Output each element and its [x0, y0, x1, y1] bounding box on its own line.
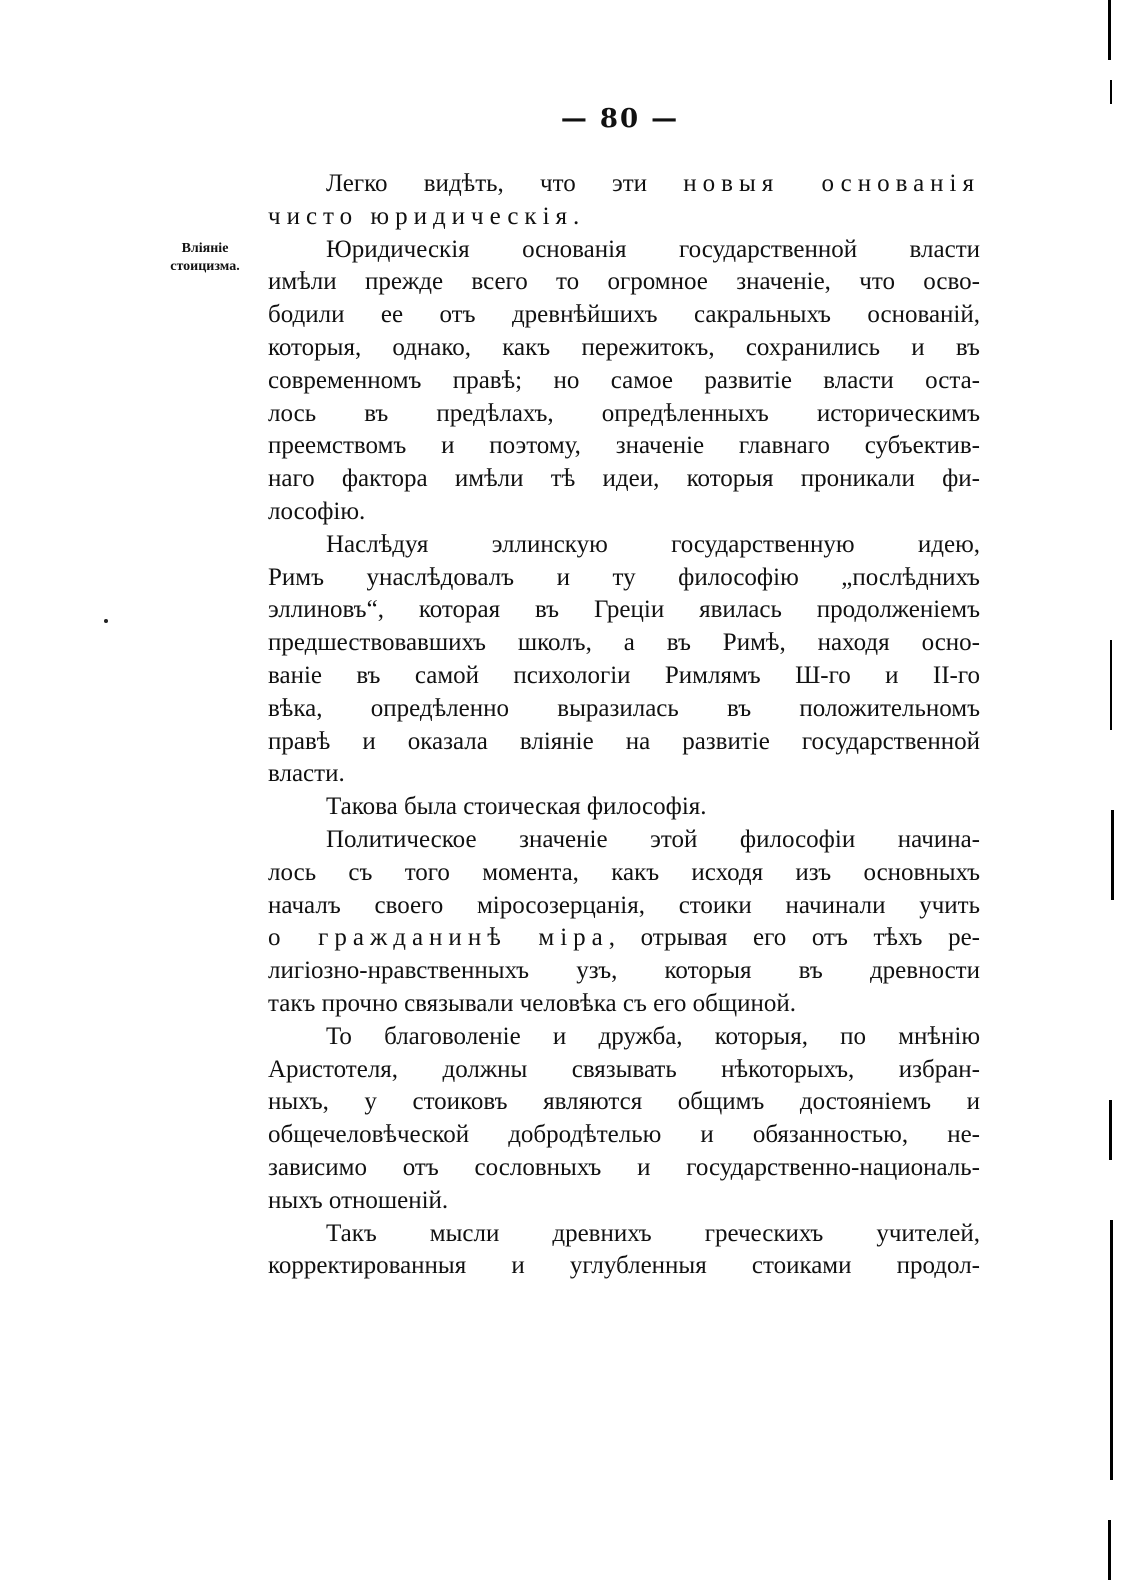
scan-edge-mark: [1110, 1220, 1113, 1480]
margin-note: [150, 240, 260, 276]
text-line: [268, 1152, 980, 1185]
text-segment: Аристотеля, должны связывать нѣкоторыхъ, избран-: [268, 1055, 980, 1083]
text-line: [268, 660, 980, 693]
stray-mark: [104, 619, 108, 623]
text-segment-spaced: чисто юридическія.: [268, 202, 586, 230]
text-segment: имѣли прежде всего то огромное значеніе, что осво-: [268, 268, 980, 296]
text-line: [268, 594, 980, 627]
text-segment: Римъ унаслѣдовалъ и ту философію „послѣднихъ: [268, 563, 980, 591]
text-segment: корректированныя и углубленныя стоиками продол-: [268, 1252, 980, 1280]
text-segment: вѣка, опредѣленно выразилась въ положительномъ: [268, 694, 980, 722]
text-segment: которыя, однако, какъ пережитокъ, сохранились и въ: [268, 333, 980, 361]
text-segment: общечеловѣческой добродѣтелью и обязанностью, не-: [268, 1121, 980, 1149]
text-segment: наго фактора имѣли тѣ идеи, которыя проникали фи-: [268, 465, 980, 493]
text-line: [268, 430, 980, 463]
text-segment: Такова была стоическая философія.: [326, 793, 707, 821]
text-segment: эллиновъ“, которая въ Греціи явилась продолженіемъ: [268, 596, 980, 624]
text-line: [268, 1021, 980, 1054]
text-segment: преемствомъ и поэтому, значеніе главнаго субъектив-: [268, 432, 980, 460]
text-line: [268, 857, 980, 890]
text-segment: началъ своего міросозерцанія, стоики начинали учить: [268, 891, 980, 919]
text-line: [268, 1086, 980, 1119]
text-segment: правѣ и оказала вліяніе на развитіе государственной: [268, 727, 980, 755]
text-segment: лось въ предѣлахъ, опредѣленныхъ историческимъ: [268, 399, 980, 427]
text-line: [268, 791, 980, 824]
scan-edge-mark: [1111, 810, 1114, 900]
text-line: [268, 234, 980, 267]
text-line: [268, 758, 980, 791]
text-line: [268, 955, 980, 988]
text-line: [268, 332, 980, 365]
text-segment: бодили ее отъ древнѣйшихъ сакральныхъ основаній,: [268, 301, 980, 329]
text-line: [268, 726, 980, 759]
text-segment: власти.: [268, 760, 345, 788]
text-line: [268, 627, 980, 660]
text-line: [268, 463, 980, 496]
text-segment: такъ прочно связывали человѣка съ его общиной.: [268, 989, 796, 1017]
text-segment: ныхъ отношеній.: [268, 1186, 449, 1214]
text-segment: зависимо отъ сословныхъ и государственно-националь-: [268, 1153, 980, 1181]
scan-edge-mark: [1108, 0, 1111, 60]
text-segment: лософію.: [268, 497, 366, 525]
scan-edge-mark: [1109, 1100, 1112, 1160]
text-segment: Юридическія основанія государственной власти: [326, 235, 980, 263]
text-line: [268, 562, 980, 595]
text-segment: , отрывая его отъ тѣхъ ре-: [608, 924, 980, 952]
margin-note-line: стоицизма.: [170, 259, 240, 274]
text-line: [268, 1250, 980, 1283]
text-line: [268, 266, 980, 299]
text-line: [268, 1185, 980, 1218]
scan-edge-mark: [1110, 80, 1112, 104]
text-segment: Политическое значеніе этой философіи начина-: [326, 825, 980, 853]
text-line: [268, 168, 980, 201]
text-segment: современномъ правѣ; но самое развитіе власти оста-: [268, 366, 980, 394]
text-line: [268, 922, 980, 955]
page-number: — 80 —: [560, 104, 680, 134]
scan-edge-mark: [1108, 1520, 1111, 1580]
text-segment: Такъ мысли древнихъ греческихъ учителей,: [326, 1219, 980, 1247]
margin-note-line: Вліяніе: [181, 241, 229, 256]
body-text: [268, 168, 980, 1283]
text-line: [268, 398, 980, 431]
text-segment: предшествовавшихъ школъ, а въ Римѣ, находя осно-: [268, 629, 980, 657]
text-segment: ныхъ, у стоиковъ являются общимъ достояніемъ и: [268, 1088, 980, 1116]
text-line: [268, 1218, 980, 1251]
text-segment-spaced: о гражданинѣ міра: [268, 924, 609, 952]
text-line: [268, 496, 980, 529]
text-line: [268, 693, 980, 726]
text-segment: Наслѣдуя эллинскую государственную идею,: [326, 530, 980, 558]
text-line: [268, 1054, 980, 1087]
text-segment: То благоволеніе и дружба, которыя, по мнѣнію: [326, 1022, 980, 1050]
text-segment: лигіозно-нравственныхъ узъ, которыя въ древности: [268, 957, 980, 985]
text-line: [268, 365, 980, 398]
scan-edge-mark: [1110, 640, 1112, 730]
text-line: [268, 529, 980, 562]
text-line: [268, 1119, 980, 1152]
text-line: [268, 988, 980, 1021]
text-line: [268, 824, 980, 857]
text-line: [268, 299, 980, 332]
text-segment: лось съ того момента, какъ исходя изъ основныхъ: [268, 858, 980, 886]
text-segment: ваніе въ самой психологіи Римлямъ Ш-го и II-го: [268, 661, 980, 689]
text-line: [268, 890, 980, 923]
text-segment-spaced: новыя основанія: [683, 170, 980, 197]
text-segment: Легко видѣть, что эти: [326, 170, 684, 197]
text-line: [268, 201, 980, 234]
